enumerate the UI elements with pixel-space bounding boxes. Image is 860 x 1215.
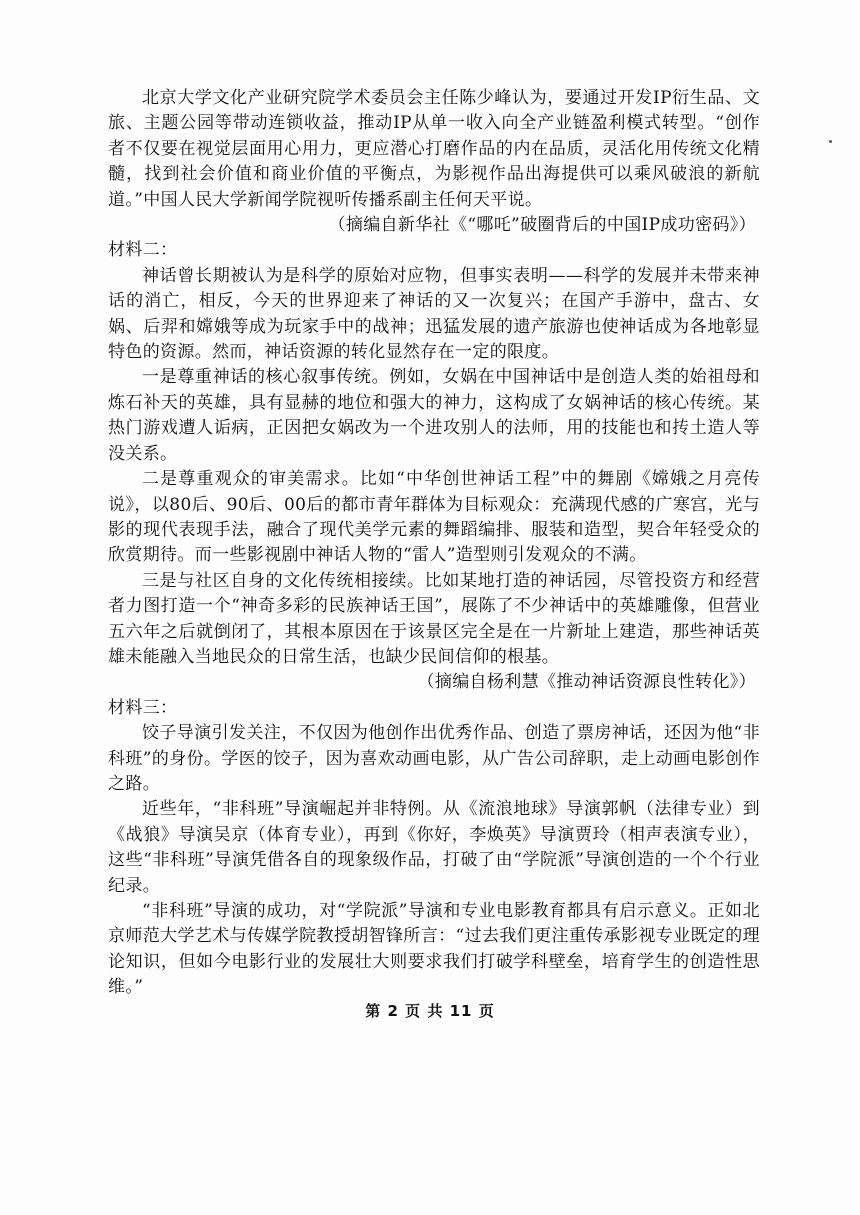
paragraph-director-jiaozi: 饺子导演引发关注，不仅因为他创作出优秀作品、创造了票房神话，还因为他“非科班”的身份。学医的饺子，因为喜欢动画电影，从广告公司辞职，走上动画电影创作之路。 bbox=[108, 723, 760, 794]
source-citation-2: （摘编自杨利慧《推动神话资源良性转化》） bbox=[417, 672, 756, 693]
document-body bbox=[108, 86, 760, 1001]
section-heading-material3: 材料三： bbox=[108, 697, 178, 718]
paragraph-myth-revival: 神话曾长期被认为是科学的原始对应物，但事实表明——科学的发展并未带来神话的消亡，相反，今天的世界迎来了神话的又一次复兴；在国产手游中，盘古、女娲、后羿和嫦娥等成为玩家手中的战神；迅猛发展的遗产旅游也使神话成为各地彰显特色的资源。然而，神话资源的转化显然存在一定的限度。 bbox=[108, 265, 760, 363]
paragraph-third-principle: 三是与社区自身的文化传统相接续。比如某地打造的神话园，尽管投资方和经营者力图打造一个“神奇多彩的民族神话王国”，展陈了不少神话中的英雄雕像，但营业五六年之后就倒闭了，其根本原因在于该景区完全是在一片新址上建造，那些神话英雄未能融入当地民众的日常生活，也缺少民间信仰的根基。 bbox=[108, 570, 760, 667]
scan-speck bbox=[829, 140, 832, 143]
paragraph-non-academic-directors: 近些年，“非科班”导演崛起并非特例。从《流浪地球》导演郭帆（法律专业）到《战狼》导演吴京（体育专业），再到《你好，李焕英》导演贾玲（相声表演专业），这些“非科班”导演凭借各自的现象级作品，打破了由“学院派”导演创造的一个个行业纪录。 bbox=[108, 799, 760, 896]
paragraph-second-principle: 二是尊重观众的审美需求。比如“中华创世神话工程”中的舞剧《嫦娥之月亮传说》，以80后、90后、00后的都市青年群体为目标观众：充满现代感的广寒宫，光与影的现代表现手法，融合了现代美学元素的舞蹈编排、服装和造型，契合年轻受众的欣赏期待。而一些影视剧中神话人物的“雷人”造型则引发观众的不满。 bbox=[108, 469, 760, 566]
paragraph-education-implications: “非科班”导演的成功，对“学院派”导演和专业电影教育都具有启示意义。正如北京师范大学艺术与传媒学院教授胡智锋所言：“过去我们更注重传承影视专业既定的理论知识，但如今电影行业的发展壮大则要求我们打破学科壁垒，培育学生的创造性思维。” bbox=[108, 901, 760, 998]
section-heading-material2: 材料二： bbox=[108, 240, 178, 261]
source-citation-1: （摘编自新华社《“哪吒”破圈背后的中国IP成功密码》） bbox=[328, 215, 756, 236]
page-number-footer: 第 2 页 共 11 页 bbox=[365, 1002, 495, 1020]
paragraph-material1-quote: 北京大学文化产业研究院学术委员会主任陈少峰认为，要通过开发IP衍生品、文旅、主题公园等带动连锁收益，推动IP从单一收入向全产业链盈利模式转型。“创作者不仅要在视觉层面用心用力，更应潜心打磨作品的内在品质，灵活化用传统文化精髓，找到社会价值和商业价值的平衡点，为影视作品出海提供可以乘风破浪的新航道。”中国人民大学新闻学院视听传播系副主任何天平说。 bbox=[108, 88, 760, 210]
paragraph-first-principle: 一是尊重神话的核心叙事传统。例如，女娲在中国神话中是创造人类的始祖母和炼石补天的英雄，具有显赫的地位和强大的神力，这构成了女娲神话的核心传统。某热门游戏遭人诟病，正因把女娲改为一个进攻别人的法师，用的技能也和抟土造人等没关系。 bbox=[108, 367, 760, 464]
